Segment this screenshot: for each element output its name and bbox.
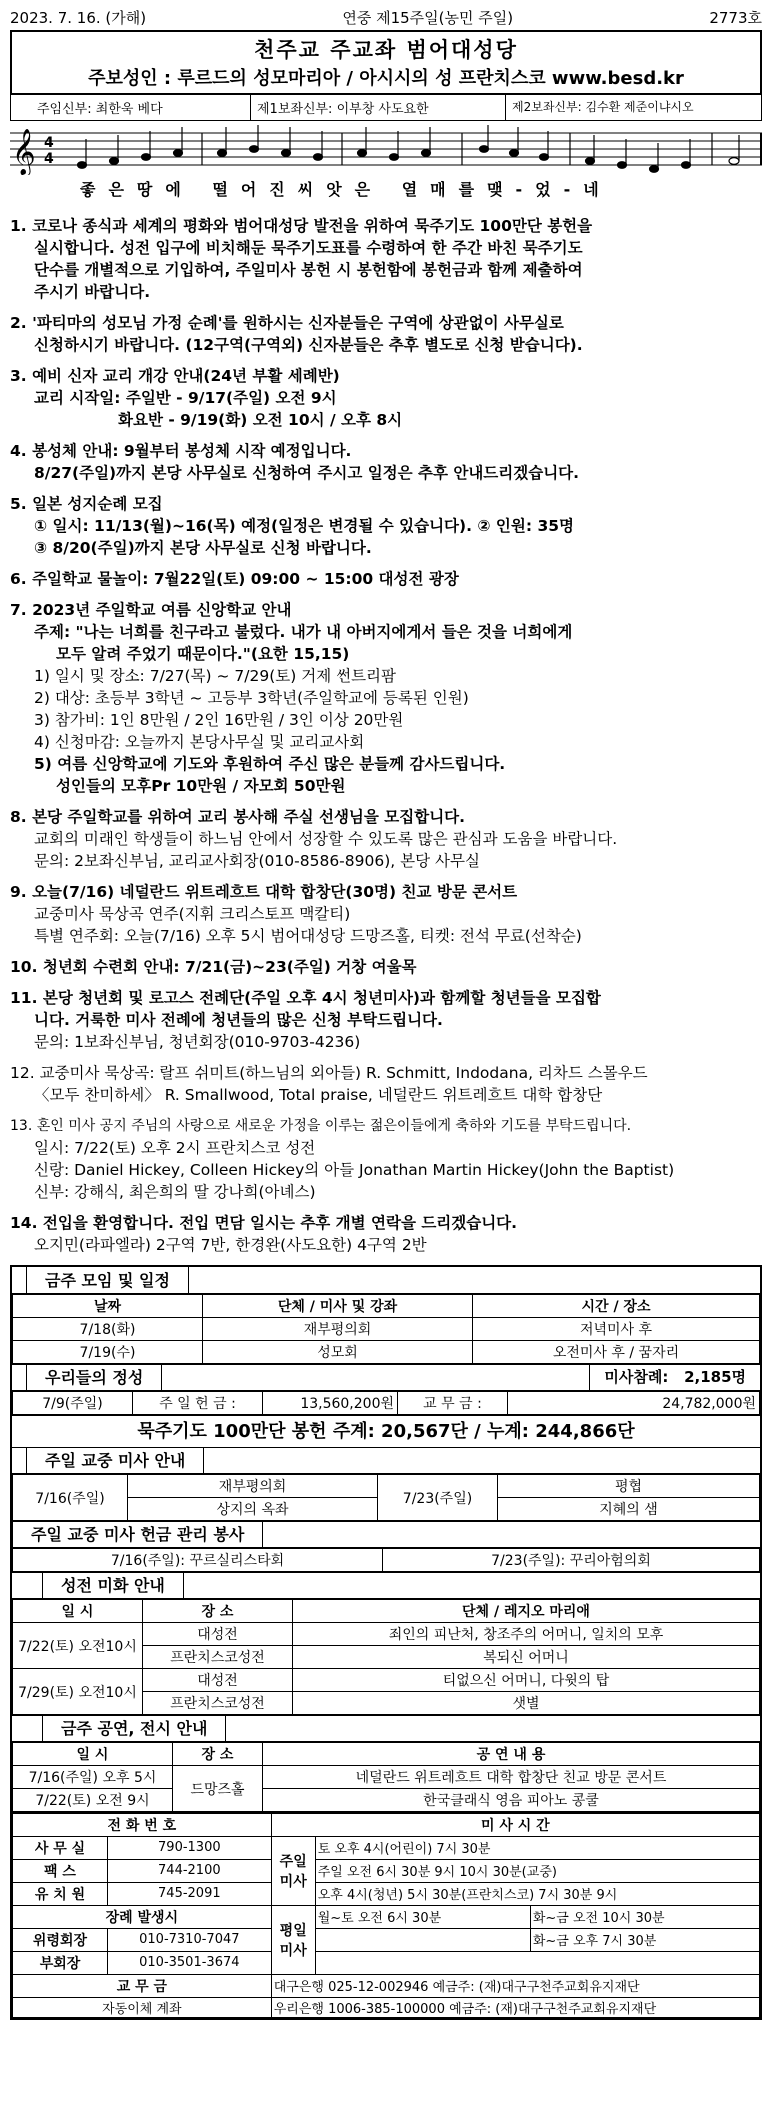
announcement-line: ① 일시: 11/13(월)~16(목) 예정(일정은 변경될 수 있습니다). ② 인원: 35명: [34, 517, 574, 535]
funeral-label: 위령회장: [13, 1928, 108, 1951]
svg-text:4: 4: [44, 151, 54, 167]
concerts-title: 금주 공연, 전시 안내: [42, 1715, 226, 1742]
concert-place: 드망즈홀: [173, 1766, 263, 1812]
decoration-date: 7/22(토) 오전10시: [13, 1623, 143, 1669]
decoration-group: 티없으신 어머니, 다윗의 탑: [293, 1669, 760, 1692]
decoration-date: 7/29(토) 오전10시: [13, 1669, 143, 1715]
issue-number: 2773호: [709, 8, 762, 27]
collection-week-1: 7/16(주일): 꾸르실리스타회: [13, 1549, 383, 1572]
decoration-place: 대성전: [143, 1623, 293, 1646]
announcement-line: 성인들의 모후Pr 10만원 / 자모회 50만원: [56, 777, 346, 795]
decoration-group: 죄인의 피난처, 창조주의 어머니, 일치의 모후: [293, 1623, 760, 1646]
announcement-item: [10, 956, 762, 978]
phone-number: 790-1300: [107, 1836, 271, 1859]
decoration-group: 복되신 어머니: [293, 1646, 760, 1669]
announcement-line: 1) 일시 및 장소: 7/27(목) ~ 7/29(토) 거제 썬트리팜: [34, 667, 396, 685]
hymn-lyrics: 좋은땅에 떨어진씨앗은 열매를맺-었-네: [80, 180, 612, 199]
concert-header: 일 시: [13, 1743, 173, 1766]
announcement-item: [10, 806, 762, 872]
announcement-line: 교회의 미래인 학생들이 하느님 안에서 성장할 수 있도록 많은 관심과 도움을 바랍니다.: [34, 830, 618, 848]
patron-saints: 주보성인 : 루르드의 성모마리아 / 아시시의 성 프란치스코 www.besd.kr: [88, 68, 684, 89]
announcement-line: 2. '파티마의 성모님 가정 순례'를 원하시는 신자분들은 구역에 상관없이 사무실로: [10, 314, 564, 332]
offering-date: 7/9(주일): [13, 1392, 133, 1415]
announcement-line: 단수를 개별적으로 기입하여, 주일미사 봉헌 시 봉헌함에 봉헌금과 함께 제출하여: [34, 261, 583, 279]
announcement-line: 5. 일본 성지순례 모집: [10, 495, 163, 513]
announcement-item: [10, 1062, 762, 1106]
announcement-line: 3) 참가비: 1인 8만원 / 2인 16만원 / 3인 이상 20만원: [34, 711, 404, 729]
announcement-line: 교리 시작일: 주일반 - 9/17(주일) 오전 9시: [34, 389, 337, 407]
announcement-item: [10, 493, 762, 559]
announcement-line: 신랑: Daniel Hickey, Colleen Hickey의 아들 Jonathan Martin Hickey(John the Baptist): [34, 1161, 675, 1179]
decoration-place: 프란치스코성전: [143, 1646, 293, 1669]
announcement-line: 모두 알려 주었기 때문이다."(요한 15,15): [56, 645, 350, 663]
phone-number: 744-2100: [107, 1859, 271, 1882]
announcement-item: [10, 1212, 762, 1256]
svg-text:4: 4: [44, 135, 54, 151]
table-row: [13, 1789, 760, 1812]
duty-group: 상지의 옥좌: [128, 1498, 378, 1521]
table-row: [13, 1766, 760, 1789]
announcement-line: 〈모두 찬미하세〉 R. Smallwood, Total praise, 네덜란드 위트레흐트 대학 합창단: [34, 1086, 603, 1104]
announcement-line: 실시합니다. 성전 입구에 비치해둔 묵주기도표를 수령하여 한 주간 바친 묵주기도: [34, 239, 583, 257]
music-staff-svg: [10, 125, 762, 175]
tithe-label: 교 무 금 :: [398, 1392, 508, 1415]
weekday-mass: 화~금 오전 10시 30분: [530, 1905, 759, 1928]
concert-date: 7/16(주일) 오후 5시: [13, 1766, 173, 1789]
concert-content: 한국클래식 영음 피아노 콩쿨: [263, 1789, 760, 1812]
weekday-mass: 화~금 오후 7시 30분: [530, 1928, 759, 1951]
phone-label: 유 치 원: [13, 1882, 108, 1905]
announcement-line: 신부: 강해식, 최은희의 딸 강나희(아녜스): [34, 1183, 316, 1201]
announcement-line: 10. 청년회 수련회 안내: 7/21(금)~23(주일) 거창 여울목: [10, 958, 417, 976]
phone-title: 전 화 번 호: [13, 1813, 272, 1836]
decoration-header: 단체 / 레지오 마리애: [293, 1600, 760, 1623]
concert-date: 7/22(토) 오전 9시: [13, 1789, 173, 1812]
meeting-date: 7/18(화): [13, 1318, 203, 1341]
decoration-table: [12, 1599, 760, 1715]
announcement-line: 문의: 2보좌신부님, 교리교사회장(010-8586-8906), 본당 사무실: [34, 852, 480, 870]
bank-subtitle: 자동이체 계좌: [13, 1997, 272, 2017]
meeting-group: 성모회: [203, 1341, 473, 1364]
meetings-header-date: 날짜: [13, 1295, 203, 1318]
concert-header: 공 연 내 용: [263, 1743, 760, 1766]
decoration-place: 프란치스코성전: [143, 1692, 293, 1715]
announcement-item: [10, 440, 762, 484]
funeral-title: 장례 발생시: [13, 1905, 272, 1928]
bank-title: 교 무 금: [13, 1974, 272, 1997]
church-title: 천주교 주교좌 범어대성당: [254, 37, 518, 62]
announcement-line: 13. 혼인 미사 공지 주님의 사랑으로 새로운 가정을 이루는 젊은이들에게 축하와 기도를 부탁드립니다.: [10, 1118, 632, 1134]
decoration-title: 성전 미화 안내: [42, 1572, 184, 1599]
funeral-phone: 010-7310-7047: [107, 1928, 271, 1951]
bank-account: 대구은행 025-12-002946 예금주: (재)대구구천주교회유지재단: [271, 1974, 759, 1997]
announcement-line: 9. 오늘(7/16) 네덜란드 위트레흐트 대학 합창단(30명) 친교 방문 콘서트: [10, 883, 518, 901]
sunday-mass-label: 주일미사: [271, 1836, 315, 1905]
hymn-staff: [10, 125, 762, 211]
funeral-label: 부회장: [13, 1951, 108, 1974]
mass-duty-title: 주일 교중 미사 안내: [26, 1447, 204, 1474]
announcement-line: 1. 코로나 종식과 세계의 평화와 범어대성당 발전을 위하여 묵주기도 100만단 봉헌을: [10, 217, 593, 235]
duty-date-2: 7/23(주일): [378, 1475, 498, 1521]
announcement-line: 12. 교중미사 묵상곡: 랄프 쉬미트(하느님의 외아들) R. Schmitt, Indodana, 리차드 스몰우드: [10, 1064, 648, 1082]
mass-duty-table: [12, 1474, 760, 1521]
announcement-line: 신청하시기 바랍니다. (12구역(구역외) 신자분들은 추후 별도로 신청 받습니다).: [34, 336, 583, 354]
table-row: [13, 1318, 760, 1341]
announcement-item: [10, 215, 762, 303]
attendance: 미사참례: 2,185명: [589, 1364, 760, 1391]
sunday-mass-morning: 주일 오전 6시 30분 9시 10시 30분(교중): [315, 1859, 759, 1882]
title-box: [10, 30, 762, 95]
meetings-title: 금주 모임 및 일정: [26, 1267, 189, 1294]
announcement-item: [10, 568, 762, 590]
footer-table: [12, 1812, 760, 2018]
pastor: 주임신부: 최한욱 베다: [11, 95, 251, 120]
announcement-line: 주시기 바랍니다.: [34, 283, 151, 301]
announcement-line: 문의: 1보좌신부님, 청년회장(010-9703-4236): [34, 1033, 361, 1051]
table-row: [13, 1341, 760, 1364]
meetings-header-time: 시간 / 장소: [473, 1295, 760, 1318]
duty-date-1: 7/16(주일): [13, 1475, 128, 1521]
collection-week-2: 7/23(주일): 꾸리아험의회: [383, 1549, 760, 1572]
sunday-offering-label: 주 일 헌 금 :: [133, 1392, 263, 1415]
announcement-line: 4) 신청마감: 오늘까지 본당사무실 및 교리교사회: [34, 733, 365, 751]
announcement-line: 화요반 - 9/19(화) 오전 10시 / 오후 8시: [118, 411, 403, 429]
table-row: [13, 1475, 760, 1498]
date: 2023. 7. 16. (가해): [10, 8, 147, 27]
announcement-line: 11. 본당 청년회 및 로고스 전례단(주일 오후 4시 청년미사)과 함께할 청년들을 모집합: [10, 989, 601, 1007]
announcement-line: 니다. 거룩한 미사 전례에 청년들의 많은 신청 부탁드립니다.: [34, 1011, 443, 1029]
sunday-offering-amount: 13,560,200원: [263, 1392, 398, 1415]
announcement-line: 5) 여름 신앙학교에 기도와 후원하여 주신 많은 분들께 감사드립니다.: [34, 755, 506, 773]
announcement-item: [10, 987, 762, 1053]
assistant-priest-1: 제1보좌신부: 이부창 사도요한: [251, 95, 506, 120]
announcement-line: 4. 봉성체 안내: 9월부터 봉성체 시작 예정입니다.: [10, 442, 352, 460]
announcement-item: [10, 312, 762, 356]
announcement-line: 교중미사 묵상곡 연주(지휘 크리스토프 맥칼티): [34, 905, 351, 923]
meeting-time: 오전미사 후 / 꿈자리: [473, 1341, 760, 1364]
announcement-line: 8/27(주일)까지 본당 사무실로 신청하여 주시고 일정은 추후 안내드리겠습니다.: [34, 464, 580, 482]
phone-number: 745-2091: [107, 1882, 271, 1905]
tithe-amount: 24,782,000원: [508, 1392, 760, 1415]
decoration-header: 일 시: [13, 1600, 143, 1623]
meeting-date: 7/19(수): [13, 1341, 203, 1364]
decoration-group: 샛별: [293, 1692, 760, 1715]
announcement-line: 주제: "나는 너희를 친구라고 불렀다. 내가 내 아버지에게서 들은 것을 너희에게: [34, 623, 573, 641]
rosary-summary: 묵주기도 100만단 봉헌 주계: 20,567단 / 누계: 244,866단: [12, 1415, 760, 1447]
offering-title: 우리들의 정성: [26, 1364, 162, 1391]
meetings-table: [12, 1294, 760, 1364]
table-row: [13, 1623, 760, 1646]
announcement-line: 3. 예비 신자 교리 개강 안내(24년 부활 세례반): [10, 367, 340, 385]
announcement-list: [10, 215, 762, 1256]
sunday-mass-evening: 오후 4시(청년) 5시 30분(프란치스코) 7시 30분 9시: [315, 1882, 759, 1905]
duty-group: 평협: [498, 1475, 760, 1498]
mass-time-title: 미 사 시 간: [271, 1813, 759, 1836]
announcement-line: 8. 본당 주일학교를 위하여 교리 봉사해 주실 선생님을 모집합니다.: [10, 808, 466, 826]
assistant-priest-2: 제2보좌신부: 김수환 제준이냐시오: [512, 100, 694, 114]
header-line: [10, 6, 762, 28]
announcement-line: 6. 주일학교 물놀이: 7월22일(토) 09:00 ~ 15:00 대성전 광장: [10, 570, 459, 588]
announcement-item: [10, 365, 762, 431]
announcement-line: 14. 전입을 환영합니다. 전입 면담 일시는 추후 개별 연락을 드리겠습니다.: [10, 1214, 518, 1232]
decoration-header: 장 소: [143, 1600, 293, 1623]
weekday-mass: 월~토 오전 6시 30분: [315, 1905, 530, 1928]
offering-table: [12, 1391, 760, 1415]
collection-title: 주일 교중 미사 헌금 관리 봉사: [12, 1521, 263, 1548]
announcement-line: 7. 2023년 주일학교 여름 신앙학교 안내: [10, 601, 292, 619]
meetings-section: [10, 1265, 762, 2020]
announcement-item: [10, 881, 762, 947]
decoration-place: 대성전: [143, 1669, 293, 1692]
announcement-line: 2) 대상: 초등부 3학년 ~ 고등부 3학년(주일학교에 등록된 인원): [34, 689, 469, 707]
phone-label: 사 무 실: [13, 1836, 108, 1859]
phone-label: 팩 스: [13, 1859, 108, 1882]
concerts-table: [12, 1742, 760, 1812]
treble-clef-icon: 𝄞: [12, 129, 36, 175]
announcement-line: 오지민(라파엘라) 2구역 7반, 한경완(사도요한) 4구역 2반: [34, 1236, 427, 1254]
clergy-row: [10, 95, 762, 121]
collection-table: [12, 1548, 760, 1572]
bank-account: 우리은행 1006-385-100000 예금주: (재)대구구천주교회유지재단: [271, 1997, 759, 2017]
duty-group: 지혜의 샘: [498, 1498, 760, 1521]
meeting-group: 재부평의회: [203, 1318, 473, 1341]
table-row: [13, 1669, 760, 1692]
concert-header: 장 소: [173, 1743, 263, 1766]
funeral-phone: 010-3501-3674: [107, 1951, 271, 1974]
saturday-mass: 토 오후 4시(어린이) 7시 30분: [315, 1836, 759, 1859]
duty-group: 재부평의회: [128, 1475, 378, 1498]
concert-content: 네덜란드 위트레흐트 대학 합창단 친교 방문 콘서트: [263, 1766, 760, 1789]
announcement-item: [10, 599, 762, 797]
announcement-line: ③ 8/20(주일)까지 본당 사무실로 신청 바랍니다.: [34, 539, 372, 557]
weekday-mass-label: 평일미사: [271, 1905, 315, 1974]
announcement-item: [10, 1115, 762, 1203]
announcement-line: 일시: 7/22(토) 오후 2시 프란치스코 성전: [34, 1139, 316, 1157]
meeting-time: 저녁미사 후: [473, 1318, 760, 1341]
announcement-line: 특별 연주회: 오늘(7/16) 오후 5시 범어대성당 드망즈홀, 티켓: 전석 무료(선착순): [34, 927, 582, 945]
meetings-header-group: 단체 / 미사 및 강좌: [203, 1295, 473, 1318]
sunday-name: 연중 제15주일(농민 주일): [342, 8, 514, 27]
